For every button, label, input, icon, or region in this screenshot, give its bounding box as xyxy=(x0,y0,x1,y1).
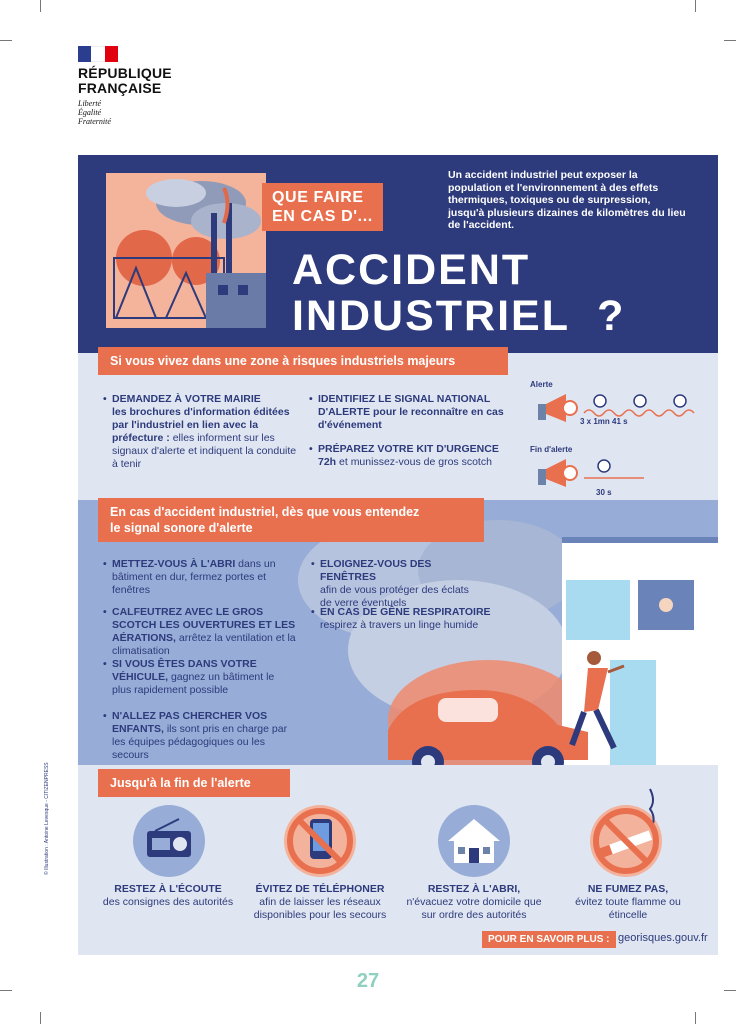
alert-wave xyxy=(584,393,702,419)
top-panel xyxy=(78,155,718,353)
bullet-identify-signal xyxy=(318,393,510,432)
bullet-ask-mairie-bold: DEMANDEZ À VOTRE MAIRIE xyxy=(112,393,261,405)
bullet-ask-mairie-text: elles informent sur les signaux d'alerte et indiquent la conduite à tenir xyxy=(112,432,297,470)
tip-listen-title: RESTEZ À L'ÉCOUTE xyxy=(114,883,222,895)
section2-title-line2: le signal sonore d'alerte xyxy=(110,521,253,535)
end-alert-label: Fin d'alerte xyxy=(530,445,573,454)
bullet-seal-bold: CALFEUTREZ AVEC LE GROS SCOTCH LES OUVERTURES ET LES AÉRATIONS, xyxy=(112,606,296,644)
no-smoking-icon xyxy=(590,805,662,877)
republic-name-line2: FRANÇAISE xyxy=(78,80,162,96)
section-during-accident xyxy=(78,500,718,785)
bullet-seal-text: arrêtez la ventilation et la climatisation xyxy=(112,632,296,657)
factory-illustration xyxy=(106,173,266,328)
georisques-link[interactable]: georisques.gouv.fr xyxy=(618,932,708,944)
house-icon xyxy=(438,805,510,877)
title-line2: INDUSTRIEL ? xyxy=(292,292,626,340)
crop-mark xyxy=(695,0,696,12)
bullet-ask-mairie xyxy=(112,393,302,471)
section2-title xyxy=(98,498,484,542)
bullet-kit xyxy=(318,443,510,469)
poster-title xyxy=(292,247,625,339)
tip-no-phone xyxy=(244,883,396,922)
alert-caption: 3 x 1mn 41 s xyxy=(580,417,628,426)
no-phone-icon xyxy=(284,805,356,877)
bullet-shelter-bold: METTEZ-VOUS À L'ABRI xyxy=(112,558,236,570)
section-until-end xyxy=(78,765,718,955)
bullet-children-bold: N'ALLEZ PAS CHERCHER VOS ENFANTS, xyxy=(112,710,268,735)
marianne-flag-icon xyxy=(78,46,118,62)
bullet-children xyxy=(112,710,298,762)
bullet-shelter xyxy=(112,558,282,597)
bullet-windows-bold: ELOIGNEZ-VOUS DES FENÊTRES xyxy=(320,558,432,583)
section2-title-line1: En cas d'accident industriel, dès que vous entendez xyxy=(110,505,420,519)
motto-egalite: Égalité xyxy=(78,108,102,117)
tip-shelter xyxy=(400,883,548,922)
crop-mark xyxy=(0,990,12,991)
section-risk-zone xyxy=(78,353,718,503)
crop-mark xyxy=(724,990,736,991)
bullet-breathing-bold: EN CAS DE GÊNE RESPIRATOIRE xyxy=(320,606,491,618)
bullet-seal xyxy=(112,606,302,658)
title-line1: ACCIDENT xyxy=(292,246,531,294)
radio-icon xyxy=(133,805,205,877)
republique-logo xyxy=(78,46,172,126)
tip-no-smoking xyxy=(558,883,698,922)
crop-mark xyxy=(724,40,736,41)
bullet-kit-bold: PRÉPAREZ VOTRE KIT D'URGENCE 72h xyxy=(318,443,499,468)
tip-shelter-title: RESTEZ À L'ABRI, xyxy=(427,883,521,895)
more-info-label: POUR EN SAVOIR PLUS : xyxy=(482,931,616,948)
bullet-breathing-text: respirez à travers un linge humide xyxy=(320,619,479,631)
end-alert-caption: 30 s xyxy=(596,488,612,497)
question-line1: QUE FAIRE xyxy=(272,189,364,206)
bullet-identify-signal-bold: IDENTIFIEZ LE SIGNAL NATIONAL D'ALERTE pour le reconnaître en cas d'événement xyxy=(318,393,504,431)
bullet-vehicle-text: gagnez un bâtiment le plus rapidement possible xyxy=(112,671,275,696)
intro-text: Un accident industriel peut exposer la population et l'environnement à des effets thermiques, toxiques ou de surpression, jusqu'à plusieurs dizaines de kilomètres du lieu de l'accident. xyxy=(448,169,686,231)
illustration-credit: © Illustration : Antoine Levesque - CITIZENPRESS xyxy=(44,762,50,875)
bullet-vehicle xyxy=(112,658,292,697)
siren-icon xyxy=(536,390,584,426)
poster xyxy=(44,155,718,955)
republic-name-line1: RÉPUBLIQUE xyxy=(78,65,172,81)
bullet-windows xyxy=(320,558,480,610)
alert-label: Alerte xyxy=(530,380,553,389)
bullet-kit-text: et munissez-vous de gros scotch xyxy=(339,456,492,468)
smoke-cloud-illustration xyxy=(278,500,718,785)
bullet-shelter-text: dans un bâtiment en dur, fermez portes et fenêtres xyxy=(112,558,276,596)
tip-no-phone-title: ÉVITEZ DE TÉLÉPHONER xyxy=(255,883,385,895)
motto-liberte: Liberté xyxy=(78,99,102,108)
question-line2: EN CAS D'... xyxy=(272,208,373,225)
section1-title: Si vous vivez dans une zone à risques industriels majeurs xyxy=(98,347,508,375)
bullet-vehicle-bold: SI VOUS ÊTES DANS VOTRE VÉHICULE, xyxy=(112,658,257,683)
tip-shelter-text: n'évacuez votre domicile que sur ordre des autorités xyxy=(406,896,542,921)
tip-listen-text: des consignes des autorités xyxy=(102,896,234,908)
question-badge xyxy=(262,183,383,231)
crop-mark xyxy=(40,1012,41,1024)
bullet-ask-mairie-bold2: les brochures d'information éditées par l'industriel en lien avec la préfecture : xyxy=(112,406,290,444)
stopwatch-icon xyxy=(584,458,644,484)
bullet-breathing xyxy=(320,606,500,632)
page-number: 27 xyxy=(356,970,380,992)
tip-no-phone-text: afin de laisser les réseaux disponibles pour les secours xyxy=(253,896,387,921)
crop-mark xyxy=(40,0,41,12)
bullet-windows-text: afin de vous protéger des éclats de verre éventuels xyxy=(320,584,469,609)
crop-mark xyxy=(695,1012,696,1024)
bullet-children-text: ils sont pris en charge par les équipes pédagogiques ou les secours xyxy=(112,723,288,761)
tip-no-smoking-text: évitez toute flamme ou étincelle xyxy=(575,896,681,921)
tip-no-smoking-title: NE FUMEZ PAS, xyxy=(587,883,669,895)
motto-fraternite: Fraternité xyxy=(78,117,111,126)
section3-title: Jusqu'à la fin de l'alerte xyxy=(98,769,290,797)
crop-mark xyxy=(0,40,12,41)
siren-icon xyxy=(536,455,584,491)
tip-listen xyxy=(88,883,248,909)
motto xyxy=(78,99,172,126)
